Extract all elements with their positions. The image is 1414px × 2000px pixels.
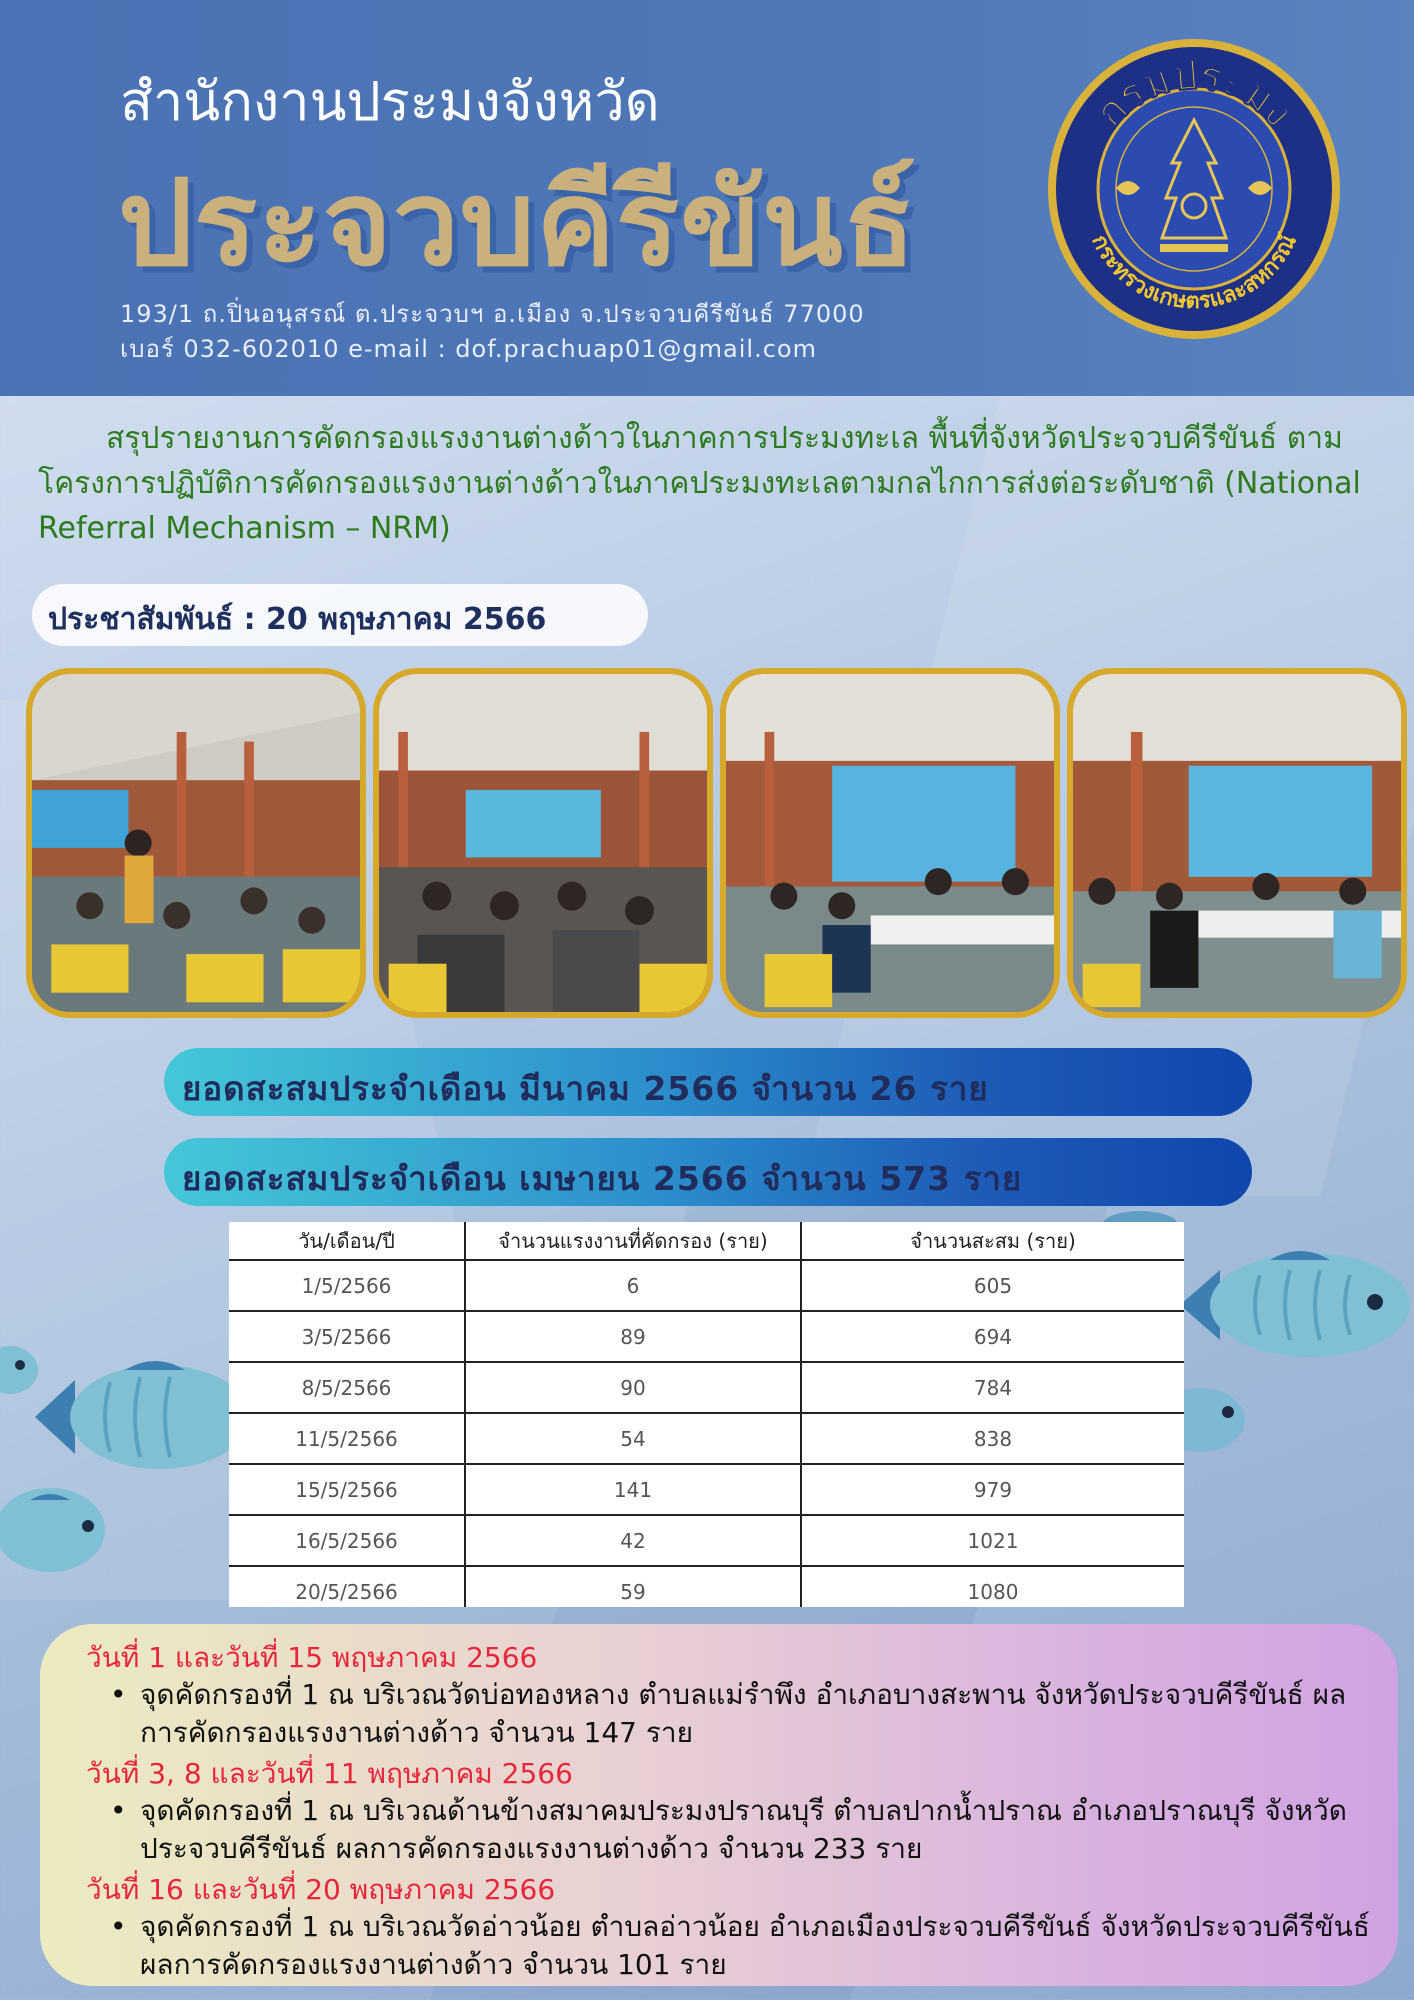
column-header-screened: จำนวนแรงงานที่คัดกรอง (ราย) [465, 1222, 801, 1260]
fish-decoration-icon [0, 1340, 40, 1400]
cell-date: 20/5/2566 [229, 1566, 465, 1607]
bullet-icon: • [110, 1678, 127, 1711]
event-photo [720, 668, 1060, 1018]
screening-table [229, 1222, 1184, 1607]
cell-screened: 54 [465, 1413, 801, 1464]
cell-date: 11/5/2566 [229, 1413, 465, 1464]
province-title: ประจวบคีรีขันธ์ [118, 154, 917, 292]
event-photo [373, 668, 713, 1018]
cell-date: 16/5/2566 [229, 1515, 465, 1566]
cell-date: 15/5/2566 [229, 1464, 465, 1515]
table-row [229, 1515, 1184, 1566]
logo-top-text: กรมประมง [1086, 52, 1302, 136]
event-photo [26, 668, 366, 1018]
cell-accumulated: 605 [801, 1260, 1184, 1311]
table-header-row [229, 1222, 1184, 1260]
cell-accumulated: 784 [801, 1362, 1184, 1413]
april-accumulated-text: ยอดสะสมประจำเดือน เมษายน 2566 จำนวน 573 ราย [182, 1159, 1023, 1198]
table-row [229, 1413, 1184, 1464]
address-text: 193/1 ถ.ปิ่นอนุสรณ์ ต.ประจวบฯ อ.เมือง จ.ประจวบคีรีขันธ์ 77000 [120, 300, 865, 328]
fish-decoration-icon [30, 1352, 240, 1482]
bullet-icon: • [110, 1910, 127, 1943]
pr-date-text: ประชาสัมพันธ์ : 20 พฤษภาคม 2566 [48, 602, 547, 637]
cell-screened: 42 [465, 1515, 801, 1566]
column-header-date: วัน/เดือน/ปี [229, 1222, 465, 1260]
cell-accumulated: 838 [801, 1413, 1184, 1464]
cell-screened: 90 [465, 1362, 801, 1413]
cell-accumulated: 1021 [801, 1515, 1184, 1566]
cell-screened: 6 [465, 1260, 801, 1311]
screening-point-detail-1 [110, 1676, 1370, 1752]
detail-text: จุดคัดกรองที่ 1 ณ บริเวณวัดบ่อทองหลาง ตำบลแม่รำพึง อำเภอบางสะพาน จังหวัดประจวบคีรีขันธ์ ผลการคัดกรองแรงงานต่างด้าว จำนวน 147 ราย [140, 1678, 1347, 1749]
cell-date: 1/5/2566 [229, 1260, 465, 1311]
office-title: สำนักงานประมงจังหวัด [120, 70, 660, 133]
report-summary-title: สรุปรายงานการคัดกรองแรงงานต่างด้าวในภาคการประมงทะเล พื้นที่จังหวัดประจวบคีรีขันธ์ ตามโครงการปฏิบัติการคัดกรองแรงงานต่างด้าวในภาคประมงทะเลตามกลไกการส่งต่อระดับชาติ (National Referral Mechanism – NRM) [38, 421, 1361, 546]
contact-text: เบอร์ 032-602010 e-mail : dof.prachuap01@gmail.com [120, 335, 817, 363]
department-of-fisheries-logo [1046, 38, 1342, 340]
cell-screened: 89 [465, 1311, 801, 1362]
table-row [229, 1464, 1184, 1515]
cell-screened: 59 [465, 1566, 801, 1607]
screening-date-1: วันที่ 1 และวันที่ 15 พฤษภาคม 2566 [86, 1641, 538, 1674]
table-row [229, 1260, 1184, 1311]
cell-screened: 141 [465, 1464, 801, 1515]
detail-text: จุดคัดกรองที่ 1 ณ บริเวณด้านข้างสมาคมประมงปราณบุรี ตำบลปากน้ำปราณ อำเภอปราณบุรี จังหวัดประจวบคีรีขันธ์ ผลการคัดกรองแรงงานต่างด้าว จำนวน 233 ราย [140, 1794, 1347, 1865]
cell-accumulated: 694 [801, 1311, 1184, 1362]
table-row [229, 1566, 1184, 1607]
cell-date: 8/5/2566 [229, 1362, 465, 1413]
fish-decoration-icon [1170, 1240, 1414, 1370]
cell-accumulated: 1080 [801, 1566, 1184, 1607]
fish-decoration-icon [0, 1480, 110, 1580]
table-row [229, 1311, 1184, 1362]
event-photo [1067, 668, 1407, 1018]
screening-point-detail-2 [110, 1792, 1370, 1868]
bullet-icon: • [110, 1794, 127, 1827]
cell-accumulated: 979 [801, 1464, 1184, 1515]
cell-date: 3/5/2566 [229, 1311, 465, 1362]
column-header-accumulated: จำนวนสะสม (ราย) [801, 1222, 1184, 1260]
detail-text: จุดคัดกรองที่ 1 ณ บริเวณวัดอ่าวน้อย ตำบลอ่าวน้อย อำเภอเมืองประจวบคีรีขันธ์ จังหวัดประจวบคีรีขันธ์ ผลการคัดกรองแรงงานต่างด้าว จำนวน 101 ราย [140, 1910, 1370, 1981]
screening-point-detail-3 [110, 1908, 1370, 1984]
screening-date-2: วันที่ 3, 8 และวันที่ 11 พฤษภาคม 2566 [86, 1757, 573, 1790]
screening-date-3: วันที่ 16 และวันที่ 20 พฤษภาคม 2566 [86, 1873, 556, 1906]
table-row [229, 1362, 1184, 1413]
march-accumulated-text: ยอดสะสมประจำเดือน มีนาคม 2566 จำนวน 26 ราย [182, 1069, 989, 1108]
logo-bottom-text: กระทรวงเกษตรและสหกรณ์ [1086, 230, 1302, 315]
